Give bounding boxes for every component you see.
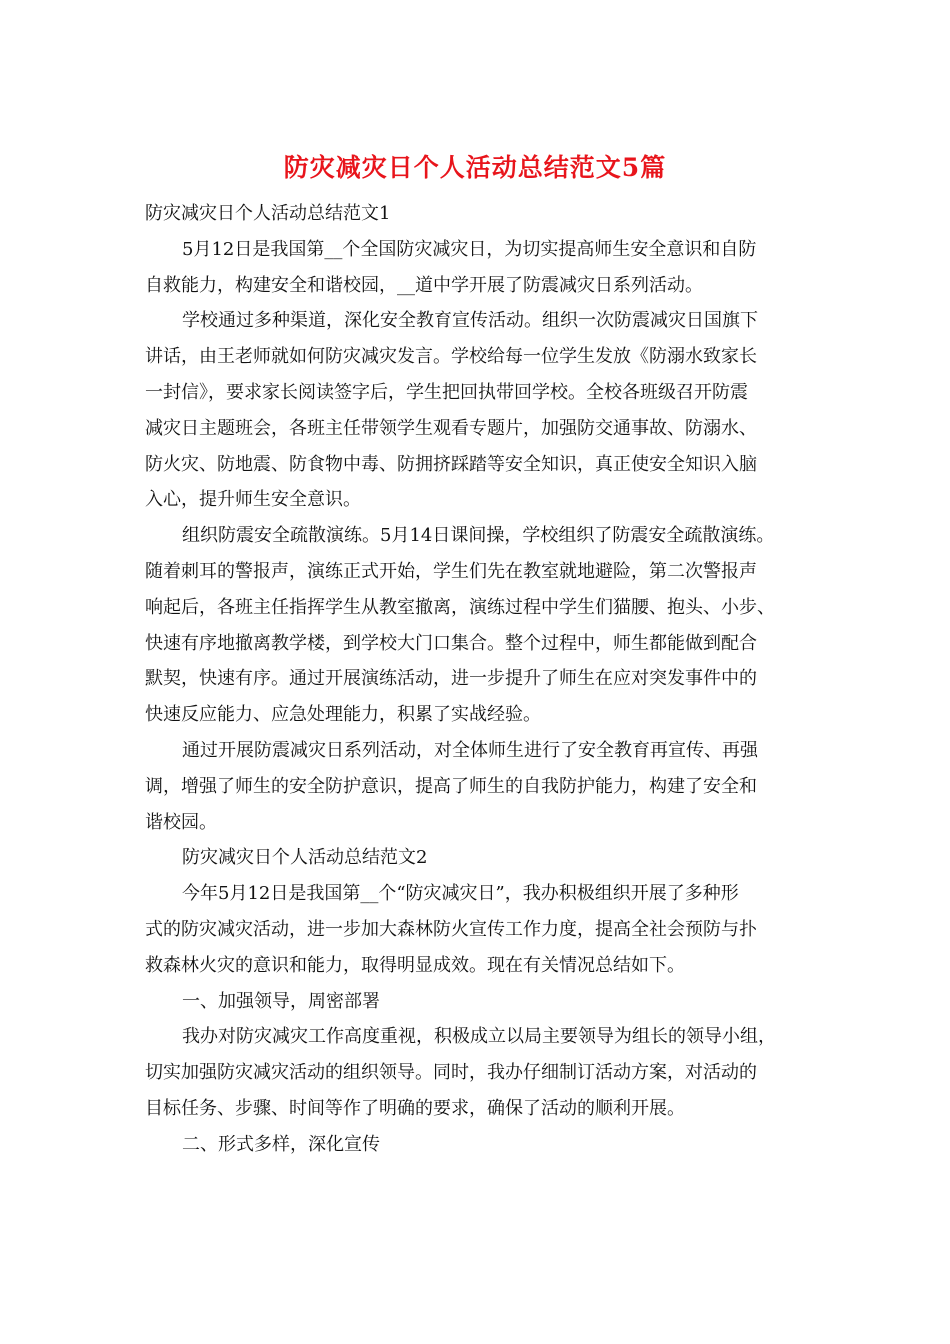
text-line: 救森林火灾的意识和能力，取得明显成效。现在有关情况总结如下。: [145, 954, 685, 976]
paragraph: [145, 733, 815, 840]
paragraph: [145, 196, 815, 232]
paragraph: [145, 232, 815, 304]
text-line: 一封信》，要求家长阅读签字后，学生把回执带回学校。全校各班级召开防震: [145, 381, 748, 403]
text-line: 减灾日主题班会，各班主任带领学生观看专题片，加强防交通事故、防溺水、: [145, 417, 757, 439]
text-line: 防火灾、防地震、防食物中毒、防拥挤踩踏等安全知识，真正使安全知识入脑: [145, 453, 757, 475]
text-line: 随着刺耳的警报声，演练正式开始，学生们先在教室就地避险，第二次警报声: [145, 560, 757, 582]
text-line: 谐校园。: [145, 811, 217, 833]
paragraph: [145, 1127, 815, 1163]
text-line: 通过开展防震减灾日系列活动，对全体师生进行了安全教育再宣传、再强: [182, 739, 758, 761]
paragraph: [145, 984, 815, 1020]
paragraph: [145, 518, 815, 733]
document-title: 防灾减灾日个人活动总结范文5篇: [283, 153, 667, 182]
text-line: 今年5月12日是我国第__个“防灾减灾日”，我办积极组织开展了多种形: [182, 883, 739, 905]
text-line: 调，增强了师生的安全防护意识，提高了师生的自我防护能力，构建了安全和: [145, 775, 757, 797]
paragraph: [145, 1019, 815, 1126]
text-line: 学校通过多种渠道，深化安全教育宣传活动。组织一次防震减灾日国旗下: [182, 310, 758, 332]
text-line: 防灾减灾日个人活动总结范文2: [182, 847, 428, 869]
text-line: 自救能力，构建安全和谐校园，__道中学开展了防震减灾日系列活动。: [145, 274, 703, 296]
document-body: [145, 196, 815, 1163]
text-line: 一、加强领导，周密部署: [182, 990, 380, 1012]
text-line: 切实加强防灾减灾活动的组织领导。同时，我办仔细制订活动方案，对活动的: [145, 1062, 757, 1084]
text-line: 5月12日是我国第__个全国防灾减灾日，为切实提高师生安全意识和自防: [182, 238, 757, 260]
text-line: 二、形式多样，深化宣传: [182, 1133, 380, 1155]
text-line: 响起后，各班主任指挥学生从教室撤离，演练过程中学生们猫腰、抱头、小步、: [145, 596, 775, 618]
text-line: 入心，提升师生安全意识。: [145, 489, 361, 511]
paragraph: [145, 303, 815, 518]
text-line: 讲话，由王老师就如何防灾减灾发言。学校给每一位学生发放《防溺水致家长: [145, 346, 757, 368]
text-line: 目标任务、步骤、时间等作了明确的要求，确保了活动的顺利开展。: [145, 1097, 685, 1119]
text-line: 组织防震安全疏散演练。5月14日课间操，学校组织了防震安全疏散演练。: [182, 525, 775, 547]
paragraph: [145, 840, 815, 876]
text-line: 默契，快速有序。通过开展演练活动，进一步提升了师生在应对突发事件中的: [145, 668, 757, 690]
text-line: 防灾减灾日个人活动总结范文1: [145, 203, 391, 224]
paragraph: [145, 876, 815, 983]
text-line: 式的防灾减灾活动，进一步加大森林防火宣传工作力度，提高全社会预防与扑: [145, 918, 757, 940]
text-line: 快速反应能力、应急处理能力，积累了实战经验。: [145, 704, 541, 726]
text-line: 快速有序地撤离教学楼，到学校大门口集合。整个过程中，师生都能做到配合: [145, 632, 757, 654]
text-line: 我办对防灾减灾工作高度重视，积极成立以局主要领导为组长的领导小组，: [182, 1026, 776, 1048]
